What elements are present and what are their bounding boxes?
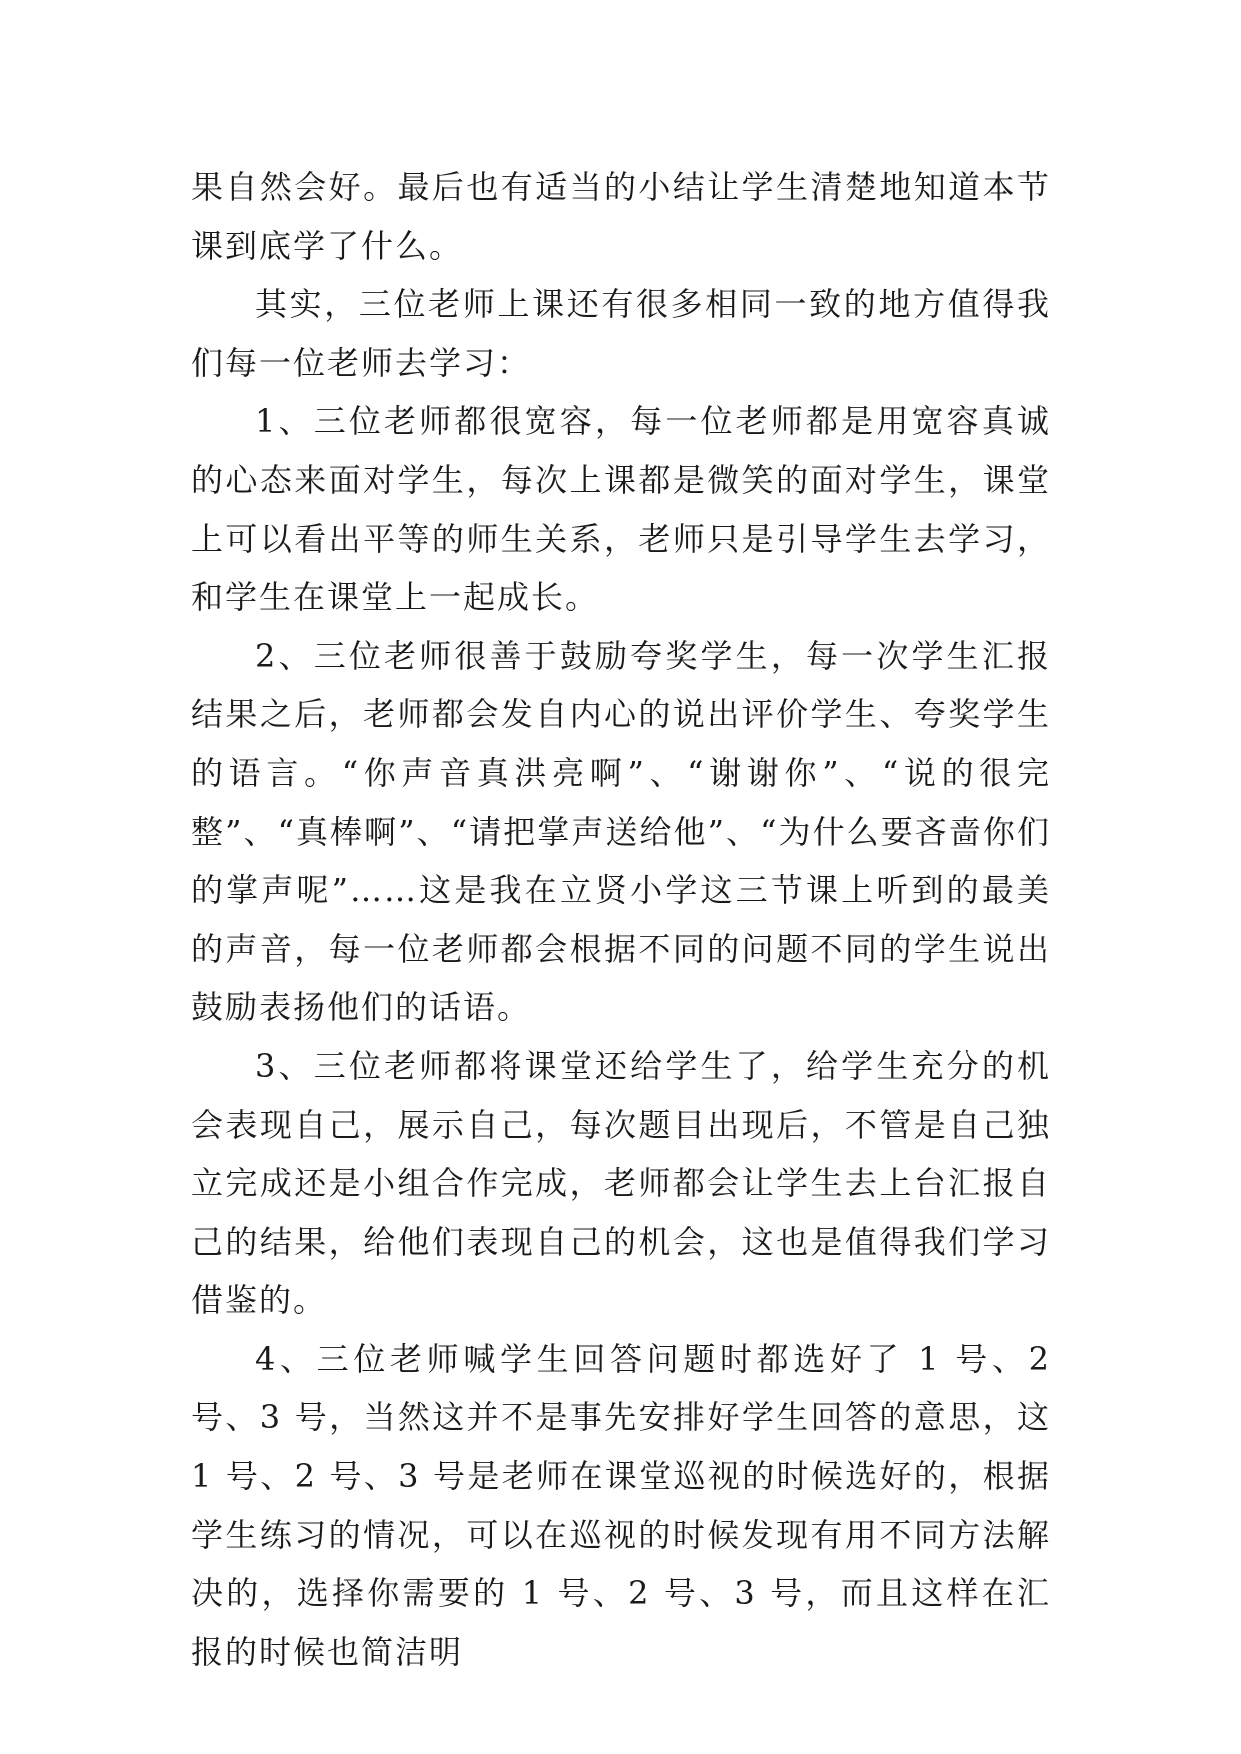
paragraph-common-points-intro: 其实，三位老师上课还有很多相同一致的地方值得我们每一位老师去学习：: [191, 285, 1051, 382]
paragraph-point-3-student-centered: 3、三位老师都将课堂还给学生了，给学生充分的机会表现自己，展示自己，每次题目出现后，不管是自己独立完成还是小组合作完成，老师都会让学生去上台汇报自己的结果，给他们表现自己的机会，这也是值得我们学习借鉴的。: [191, 1046, 1051, 1320]
paragraph-lesson-summary: 果自然会好。最后也有适当的小结让学生清楚地知道本节课到底学了什么。: [191, 168, 1051, 265]
paragraph-point-2-praise: 2、三位老师很善于鼓励夸奖学生，每一次学生汇报结果之后，老师都会发自内心的说出评价学生、夸奖学生的语言。“你声音真洪亮啊”、“谢谢你”、“说的很完整”、“真棒啊”、“请把掌声送给他”、“为什么要吝啬你们的掌声呢”……这是我在立贤小学这三节课上听到的最美的声音，每一位老师都会根据不同的问题不同的学生说出鼓励表扬他们的话语。: [191, 636, 1051, 1027]
document-body: [191, 158, 1051, 1681]
paragraph-point-1-tolerance: 1、三位老师都很宽容，每一位老师都是用宽容真诚的心态来面对学生，每次上课都是微笑的面对学生，课堂上可以看出平等的师生关系，老师只是引导学生去学习，和学生在课堂上一起成长。: [191, 402, 1051, 617]
paragraph-point-4-selection: 4、三位老师喊学生回答问题时都选好了 1 号、2 号、3 号，当然这并不是事先安排好学生回答的意思，这 1 号、2 号、3 号是老师在课堂巡视的时候选好的，根据学生练习的情况，可以在巡视的时候发现有用不同方法解决的，选择你需要的 1 号、2 号、3 号，而且这样在汇报的时候也简洁明: [191, 1339, 1051, 1671]
